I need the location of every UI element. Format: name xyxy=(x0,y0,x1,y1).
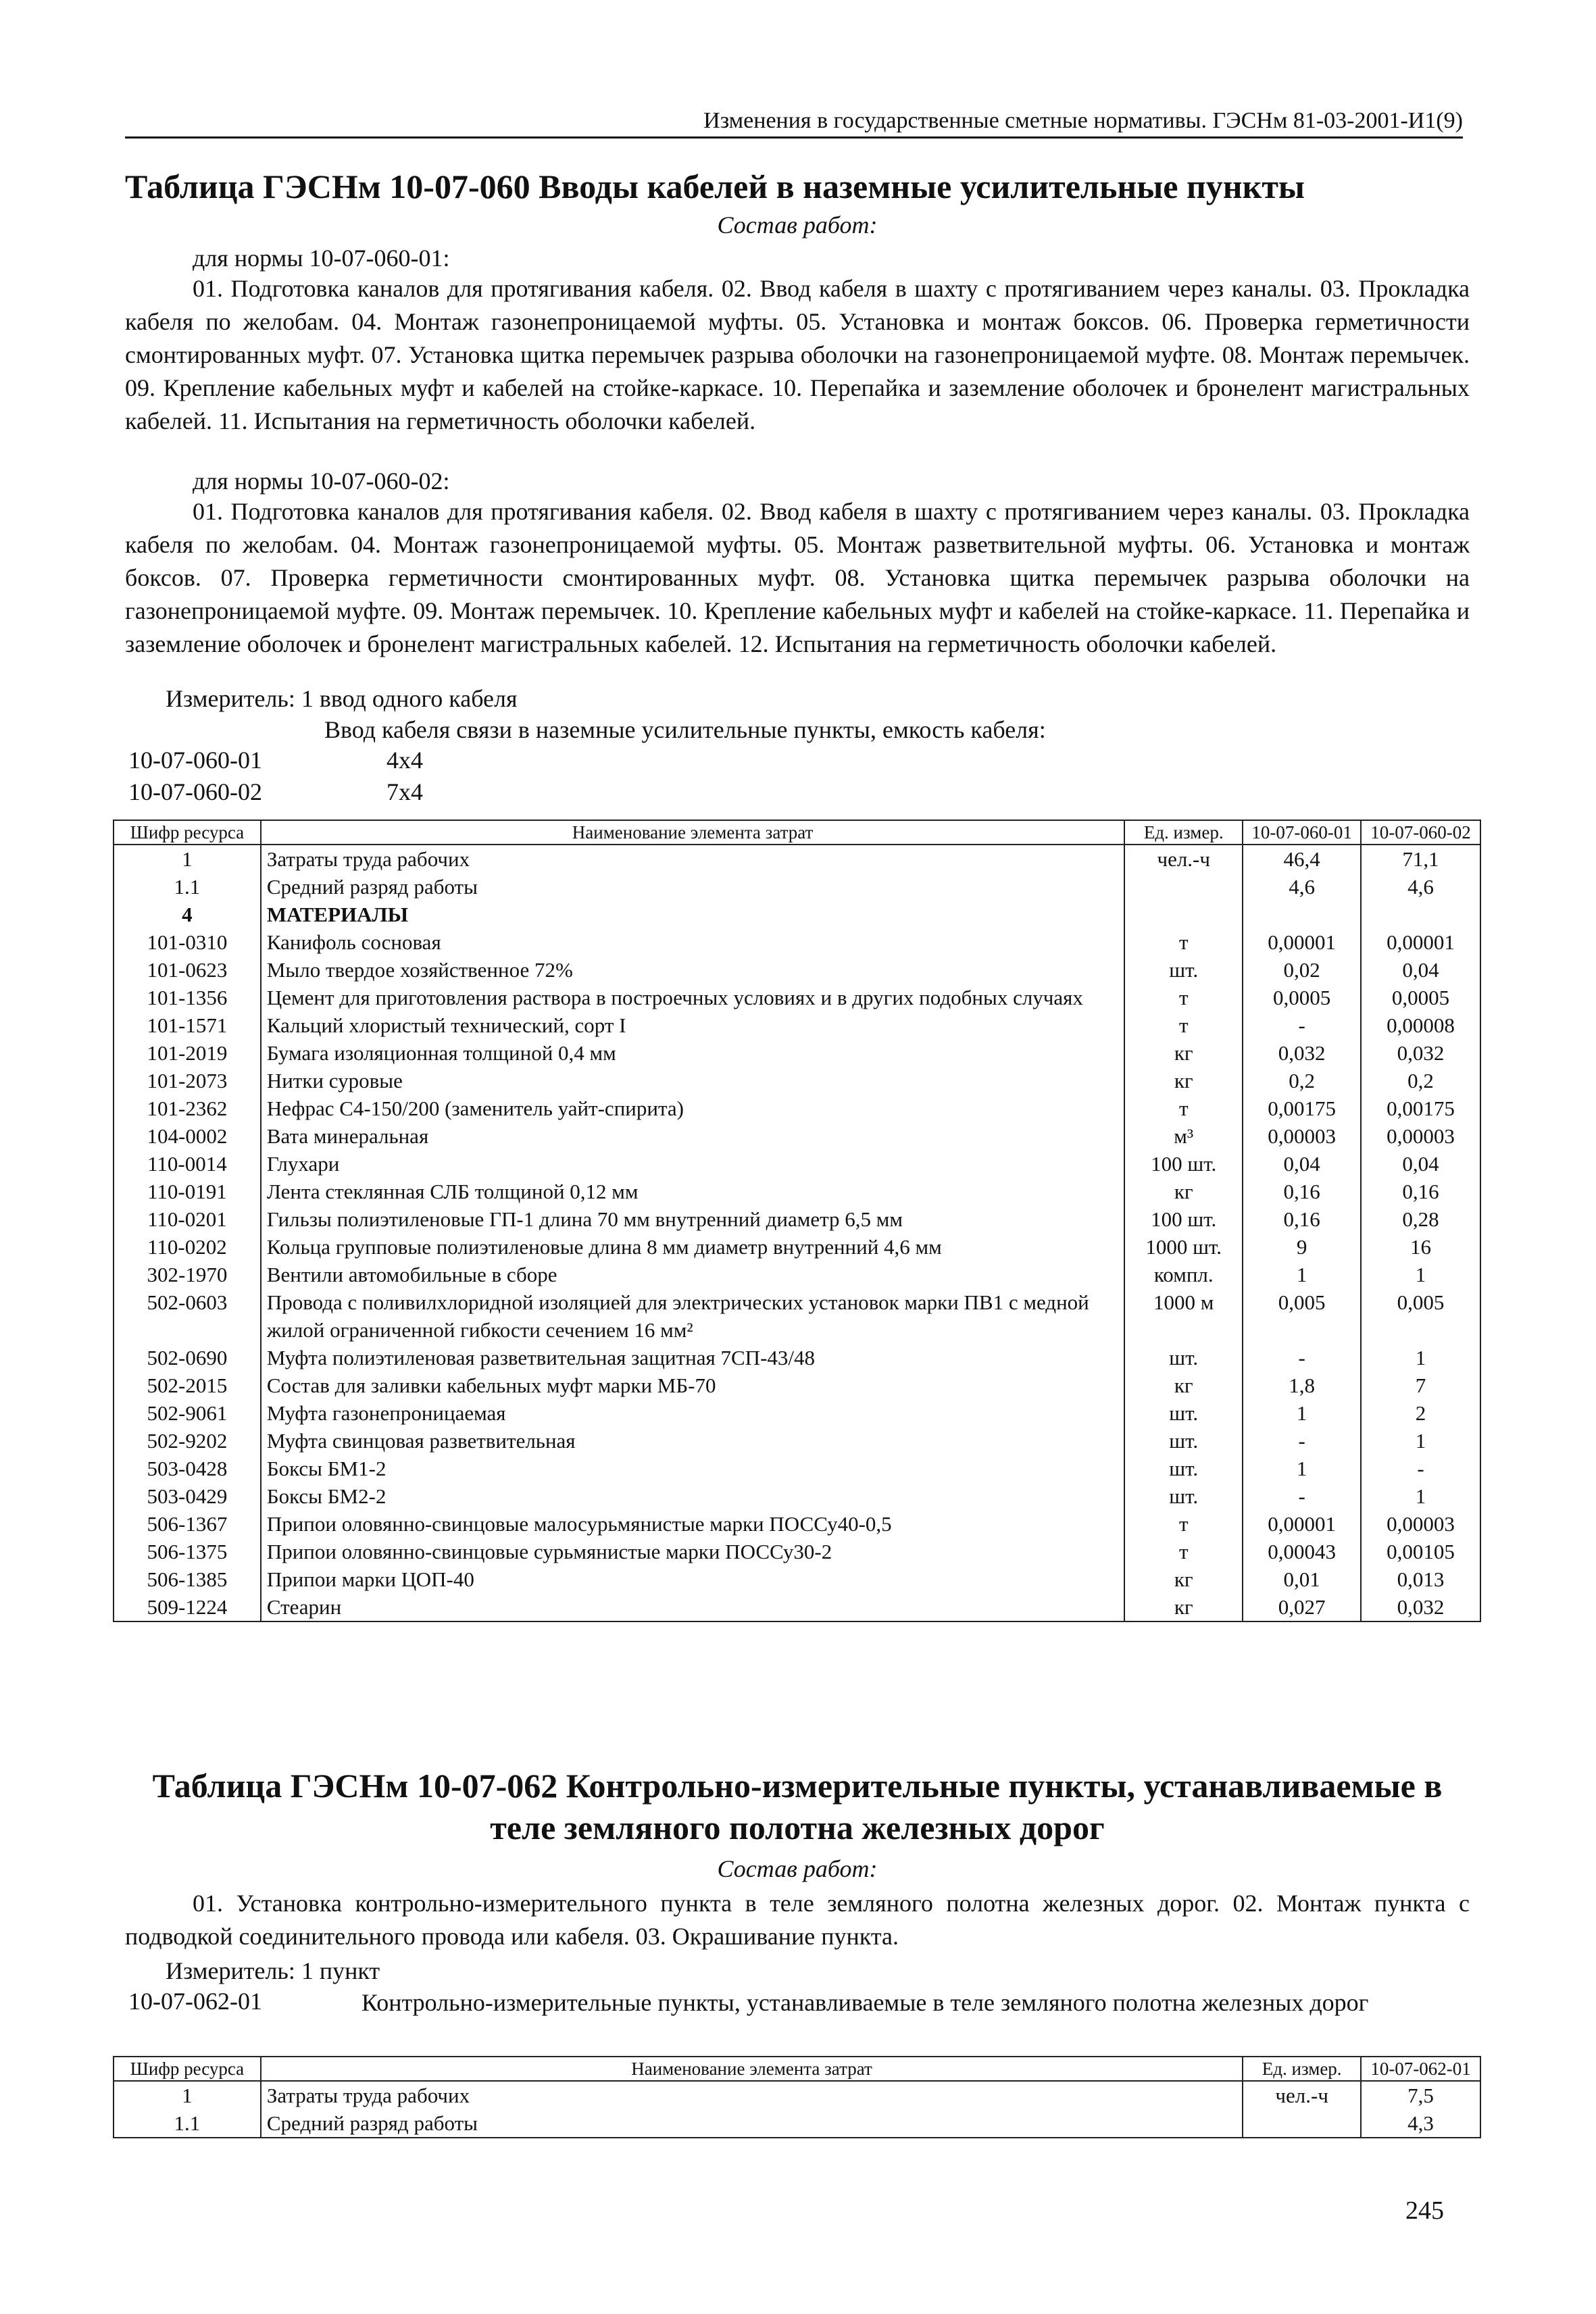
cell-value-1: 9 xyxy=(1243,1233,1361,1261)
cell-unit: кг xyxy=(1124,1067,1243,1095)
cell-value-1: 0,2 xyxy=(1243,1067,1361,1095)
resource-table-2 xyxy=(113,2056,1481,2138)
cell-value-2: 0,00175 xyxy=(1361,1095,1480,1122)
cell-code: 101-1571 xyxy=(114,1011,261,1039)
cell-value-2: 0,00003 xyxy=(1361,1510,1480,1538)
cell-code: 101-1356 xyxy=(114,984,261,1011)
table-row xyxy=(114,1150,1480,1178)
cell-unit: т xyxy=(1124,1538,1243,1565)
cell-code: 1 xyxy=(114,2081,261,2109)
cell-name: Муфта газонепроницаемая xyxy=(261,1399,1124,1427)
cell-value-2: 0,04 xyxy=(1361,1150,1480,1178)
cell-name: Муфта свинцовая разветвительная xyxy=(261,1427,1124,1455)
cell-unit: компл. xyxy=(1124,1261,1243,1288)
cell-name: Нефрас С4-150/200 (заменитель уайт-спирита) xyxy=(261,1095,1124,1122)
cell-value-1: 0,00001 xyxy=(1243,1510,1361,1538)
cell-value-1: 0,0005 xyxy=(1243,984,1361,1011)
cell-value-1: - xyxy=(1243,1011,1361,1039)
cell-value-2: 0,032 xyxy=(1361,1593,1480,1621)
code-row-2-value: 7х4 xyxy=(386,778,423,805)
cell-unit: шт. xyxy=(1124,1344,1243,1372)
cell-unit: шт. xyxy=(1124,956,1243,984)
cell-value-1: 0,00003 xyxy=(1243,1122,1361,1150)
cell-code: 101-0310 xyxy=(114,928,261,956)
cell-name: Гильзы полиэтиленовые ГП-1 длина 70 мм внутренний диаметр 6,5 мм xyxy=(261,1205,1124,1233)
header-col-2: 10-07-060-02 xyxy=(1361,820,1480,845)
cell-name: Боксы БМ1-2 xyxy=(261,1455,1124,1482)
cell-code: 101-2073 xyxy=(114,1067,261,1095)
table-header-row xyxy=(114,2057,1480,2081)
cell-name: МАТЕРИАЛЫ xyxy=(261,901,1124,928)
cell-value-1 xyxy=(1243,901,1361,928)
cell-unit: шт. xyxy=(1124,1482,1243,1510)
cell-value-2: 0,00105 xyxy=(1361,1538,1480,1565)
cell-value-1: 0,16 xyxy=(1243,1178,1361,1205)
cell-code: 1 xyxy=(114,845,261,873)
table-row xyxy=(114,1011,1480,1039)
cell-code: 101-0623 xyxy=(114,956,261,984)
cell-name: Лента стеклянная СЛБ толщиной 0,12 мм xyxy=(261,1178,1124,1205)
cell-unit: кг xyxy=(1124,1593,1243,1621)
cell-name: Кольца групповые полиэтиленовые длина 8 мм диаметр внутренний 4,6 мм xyxy=(261,1233,1124,1261)
cell-code: 4 xyxy=(114,901,261,928)
cell-value-2: 0,00008 xyxy=(1361,1011,1480,1039)
norm2-text: 01. Подготовка каналов для протягивания кабеля. 02. Ввод кабеля в шахту с протягиванием через каналы. 03. Прокладка кабеля по желобам. 04. Монтаж газонепроницаемой муфты. 05. Монтаж разветвительной муфты. 06. Установка и монтаж боксов. 07. Проверка герметичности смонтированных муфт. 08. Установка щитка перемычек разрыва оболочки на газонепроницаемой муфте. 09. Монтаж перемычек. 10. Крепление кабельных муфт и кабелей на стойке-каркасе. 11. Перепайка и заземление оболочек и бронелент магистральных кабелей. 12. Испытания на герметичность оболочки кабелей. xyxy=(125,498,1470,657)
cell-name: Вата минеральная xyxy=(261,1122,1124,1150)
header-col-1: 10-07-060-01 xyxy=(1243,820,1361,845)
table-row xyxy=(114,845,1480,873)
table-row xyxy=(114,901,1480,928)
table-row xyxy=(114,1261,1480,1288)
cell-value-2: 2 xyxy=(1361,1399,1480,1427)
cell-code: 502-0690 xyxy=(114,1344,261,1372)
cell-name: Муфта полиэтиленовая разветвительная защитная 7СП-43/48 xyxy=(261,1344,1124,1372)
page-number: 245 xyxy=(1405,2196,1444,2225)
cell-code: 110-0201 xyxy=(114,1205,261,1233)
cell-code: 502-2015 xyxy=(114,1372,261,1399)
cell-code: 506-1375 xyxy=(114,1538,261,1565)
cell-value-2: 1 xyxy=(1361,1261,1480,1288)
cell-code: 1.1 xyxy=(114,2109,261,2138)
header-code: Шифр ресурса xyxy=(114,2057,261,2081)
code-row-1-value: 4х4 xyxy=(386,747,423,774)
cell-value-2: 0,2 xyxy=(1361,1067,1480,1095)
cell-unit: шт. xyxy=(1124,1455,1243,1482)
code-row-1-code: 10-07-060-01 xyxy=(128,747,262,774)
cell-unit: 1000 м xyxy=(1124,1288,1243,1344)
cell-unit: т xyxy=(1124,928,1243,956)
cell-code: 1.1 xyxy=(114,873,261,901)
cell-name: Боксы БМ2-2 xyxy=(261,1482,1124,1510)
table1-group-caption: Ввод кабеля связи в наземные усилительные пункты, емкость кабеля: xyxy=(324,716,1046,743)
cell-unit: 100 шт. xyxy=(1124,1150,1243,1178)
table-row xyxy=(114,1122,1480,1150)
cell-value-1: - xyxy=(1243,1482,1361,1510)
cell-value-1: 0,04 xyxy=(1243,1150,1361,1178)
cell-value-2: 16 xyxy=(1361,1233,1480,1261)
cell-unit: кг xyxy=(1124,1039,1243,1067)
cell-code: 110-0191 xyxy=(114,1178,261,1205)
cell-code: 101-2019 xyxy=(114,1039,261,1067)
cell-name: Вентили автомобильные в сборе xyxy=(261,1261,1124,1288)
cell-value-1: 46,4 xyxy=(1243,845,1361,873)
cell-code: 506-1367 xyxy=(114,1510,261,1538)
cell-code: 506-1385 xyxy=(114,1565,261,1593)
cell-value-1: 0,16 xyxy=(1243,1205,1361,1233)
cell-unit: чел.-ч xyxy=(1124,845,1243,873)
cell-value-2: 0,005 xyxy=(1361,1288,1480,1344)
cell-value-2: 0,00001 xyxy=(1361,928,1480,956)
cell-unit: чел.-ч xyxy=(1243,2081,1361,2109)
cell-name: Припои марки ЦОП-40 xyxy=(261,1565,1124,1593)
table2-title-line2: теле земляного полотна железных дорог xyxy=(490,1809,1105,1846)
cell-value-1: 1 xyxy=(1243,1399,1361,1427)
table-row xyxy=(114,1538,1480,1565)
table-row xyxy=(114,1593,1480,1621)
cell-value-2: 1 xyxy=(1361,1482,1480,1510)
cell-value-1: 7,5 xyxy=(1361,2081,1480,2109)
table-row xyxy=(114,1455,1480,1482)
table2-code: 10-07-062-01 xyxy=(128,1988,262,2015)
cell-name: Глухари xyxy=(261,1150,1124,1178)
table-row xyxy=(114,1344,1480,1372)
cell-value-1: - xyxy=(1243,1344,1361,1372)
cell-name: Средний разряд работы xyxy=(261,873,1124,901)
cell-code: 509-1224 xyxy=(114,1593,261,1621)
table-row xyxy=(114,1178,1480,1205)
cell-name: Припои оловянно-свинцовые малосурьмянистые марки ПОССу40-0,5 xyxy=(261,1510,1124,1538)
header-code: Шифр ресурса xyxy=(114,820,261,845)
cell-name: Канифоль сосновая xyxy=(261,928,1124,956)
cell-unit: шт. xyxy=(1124,1427,1243,1455)
cell-code: 502-9061 xyxy=(114,1399,261,1427)
cell-value-1: 1 xyxy=(1243,1261,1361,1288)
cell-unit: м³ xyxy=(1124,1122,1243,1150)
cell-value-1: 4,6 xyxy=(1243,873,1361,901)
cell-code: 110-0014 xyxy=(114,1150,261,1178)
cell-unit: кг xyxy=(1124,1372,1243,1399)
table-row xyxy=(114,956,1480,984)
resource-table-1 xyxy=(113,820,1481,1622)
cell-unit: т xyxy=(1124,984,1243,1011)
cell-code: 502-9202 xyxy=(114,1427,261,1455)
cell-name: Цемент для приготовления раствора в построечных условиях и в других подобных случаях xyxy=(261,984,1124,1011)
norm2-label: для нормы 10-07-060-02: xyxy=(193,468,450,495)
cell-unit: кг xyxy=(1124,1178,1243,1205)
table-row xyxy=(114,1372,1480,1399)
cell-unit xyxy=(1124,901,1243,928)
cell-value-2 xyxy=(1361,901,1480,928)
table2-composition-label: Состав работ: xyxy=(717,1855,878,1882)
cell-value-2: 0,013 xyxy=(1361,1565,1480,1593)
table1-title: Таблица ГЭСНм 10-07-060 Вводы кабелей в наземные усилительные пункты xyxy=(125,168,1305,205)
cell-unit xyxy=(1124,873,1243,901)
cell-value-1: 0,032 xyxy=(1243,1039,1361,1067)
cell-name: Средний разряд работы xyxy=(261,2109,1243,2138)
table-row xyxy=(114,1205,1480,1233)
table-row xyxy=(114,1510,1480,1538)
cell-value-2: 0,28 xyxy=(1361,1205,1480,1233)
cell-code: 503-0428 xyxy=(114,1455,261,1482)
cell-name: Нитки суровые xyxy=(261,1067,1124,1095)
cell-value-2: 7 xyxy=(1361,1372,1480,1399)
cell-name: Бумага изоляционная толщиной 0,4 мм xyxy=(261,1039,1124,1067)
cell-name: Провода с поливилхлоридной изоляцией для электрических установок марки ПВ1 с медной жилой ограниченной гибкости сечением 16 мм² xyxy=(261,1288,1124,1344)
cell-code: 101-2362 xyxy=(114,1095,261,1122)
cell-name: Мыло твердое хозяйственное 72% xyxy=(261,956,1124,984)
table-row xyxy=(114,1067,1480,1095)
header-name: Наименование элемента затрат xyxy=(261,820,1124,845)
cell-value-2: 71,1 xyxy=(1361,845,1480,873)
cell-unit: шт. xyxy=(1124,1399,1243,1427)
cell-value-2: - xyxy=(1361,1455,1480,1482)
cell-code: 502-0603 xyxy=(114,1288,261,1344)
cell-unit: кг xyxy=(1124,1565,1243,1593)
cell-value-2: 0,04 xyxy=(1361,956,1480,984)
table-row xyxy=(114,1233,1480,1261)
header-unit: Ед. измер. xyxy=(1243,2057,1361,2081)
table2-title-line1: Таблица ГЭСНм 10-07-062 Контрольно-измерительные пункты, устанавливаемые в xyxy=(152,1767,1443,1805)
cell-value-2: 0,16 xyxy=(1361,1178,1480,1205)
cell-name: Стеарин xyxy=(261,1593,1124,1621)
table-header-row xyxy=(114,820,1480,845)
running-header: Изменения в государственные сметные нормативы. ГЭСНм 81-03-2001-И1(9) xyxy=(125,108,1463,139)
cell-name: Кальций хлористый технический, сорт I xyxy=(261,1011,1124,1039)
norm1-label: для нормы 10-07-060-01: xyxy=(193,245,450,272)
table2-code-caption: Контрольно-измерительные пункты, устанавливаемые в теле земляного полотна железных дорог xyxy=(361,1989,1369,2016)
cell-value-1: 0,00043 xyxy=(1243,1538,1361,1565)
cell-value-1: 4,3 xyxy=(1361,2109,1480,2138)
table-row xyxy=(114,1482,1480,1510)
cell-value-2: 1 xyxy=(1361,1427,1480,1455)
code-row-2-code: 10-07-060-02 xyxy=(128,778,262,805)
cell-unit: 1000 шт. xyxy=(1124,1233,1243,1261)
table2-text: 01. Установка контрольно-измерительного пункта в теле земляного полотна железных дорог. 02. Монтаж пункта с подводкой соединительного провода или кабеля. 03. Окрашивание пункта. xyxy=(125,1890,1470,1950)
cell-value-2: 0,032 xyxy=(1361,1039,1480,1067)
table-row xyxy=(114,1427,1480,1455)
cell-value-1: 1,8 xyxy=(1243,1372,1361,1399)
cell-value-1: 0,02 xyxy=(1243,956,1361,984)
cell-value-2: 1 xyxy=(1361,1344,1480,1372)
cell-value-1: 0,027 xyxy=(1243,1593,1361,1621)
cell-value-2: 0,0005 xyxy=(1361,984,1480,1011)
table2-measure: Измеритель: 1 пункт xyxy=(166,1957,380,1984)
table1-composition-label: Состав работ: xyxy=(717,211,878,238)
cell-value-1: 0,01 xyxy=(1243,1565,1361,1593)
table-row xyxy=(114,873,1480,901)
cell-value-2: 0,00003 xyxy=(1361,1122,1480,1150)
table-row xyxy=(114,1095,1480,1122)
cell-code: 110-0202 xyxy=(114,1233,261,1261)
table1-measure: Измеритель: 1 ввод одного кабеля xyxy=(166,685,518,712)
header-unit: Ед. измер. xyxy=(1124,820,1243,845)
cell-name: Затраты труда рабочих xyxy=(261,2081,1243,2109)
table-row xyxy=(114,1288,1480,1344)
cell-unit: 100 шт. xyxy=(1124,1205,1243,1233)
cell-unit xyxy=(1243,2109,1361,2138)
cell-code: 302-1970 xyxy=(114,1261,261,1288)
table-row xyxy=(114,984,1480,1011)
cell-value-1: 0,005 xyxy=(1243,1288,1361,1344)
cell-code: 503-0429 xyxy=(114,1482,261,1510)
cell-name: Затраты труда рабочих xyxy=(261,845,1124,873)
table-row xyxy=(114,1565,1480,1593)
cell-code: 104-0002 xyxy=(114,1122,261,1150)
cell-unit: т xyxy=(1124,1011,1243,1039)
table-row xyxy=(114,2081,1480,2109)
norm1-text: 01. Подготовка каналов для протягивания кабеля. 02. Ввод кабеля в шахту с протягиванием через каналы. 03. Прокладка кабеля по желобам. 04. Монтаж газонепроницаемой муфты. 05. Установка и монтаж боксов. 06. Проверка герметичности смонтированных муфт. 07. Установка щитка перемычек разрыва оболочки на газонепроницаемой муфте. 08. Монтаж перемычек. 09. Крепление кабельных муфт и кабелей на стойке-каркасе. 10. Перепайка и заземление оболочек и бронелент магистральных кабелей. 11. Испытания на герметичность оболочки кабелей. xyxy=(125,275,1470,434)
table-row xyxy=(114,928,1480,956)
header-col-1: 10-07-062-01 xyxy=(1361,2057,1480,2081)
cell-value-2: 4,6 xyxy=(1361,873,1480,901)
table-row xyxy=(114,2109,1480,2138)
cell-value-1: - xyxy=(1243,1427,1361,1455)
table-row xyxy=(114,1039,1480,1067)
cell-name: Состав для заливки кабельных муфт марки МБ-70 xyxy=(261,1372,1124,1399)
cell-value-1: 0,00001 xyxy=(1243,928,1361,956)
cell-name: Припои оловянно-свинцовые сурьмянистые марки ПОССу30-2 xyxy=(261,1538,1124,1565)
header-name: Наименование элемента затрат xyxy=(261,2057,1243,2081)
cell-value-1: 0,00175 xyxy=(1243,1095,1361,1122)
cell-unit: т xyxy=(1124,1095,1243,1122)
cell-unit: т xyxy=(1124,1510,1243,1538)
cell-value-1: 1 xyxy=(1243,1455,1361,1482)
table-row xyxy=(114,1399,1480,1427)
